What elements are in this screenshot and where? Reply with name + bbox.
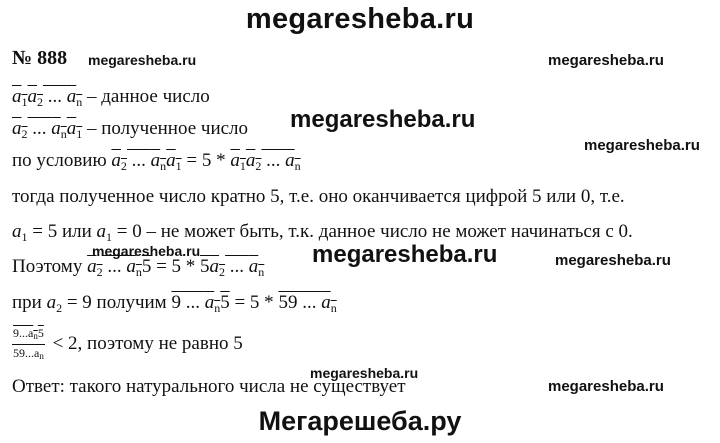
- solution-line-1: $a_1a_2$ ... $a_n$ – данное число: [12, 86, 210, 109]
- solution-line-5: $a_1 = 5$ или $a_1 = 0$ – не может быть, т.к. данное число не может начинаться с 0.: [12, 221, 633, 244]
- solution-line-7: при $a_2 = 9$ получим 9 ... $a_n5 = 5 * 59$ ... $a_n$: [12, 292, 337, 315]
- fraction-numerator: $9...a_n5$: [12, 326, 45, 345]
- watermark: megaresheba.ru: [312, 241, 498, 268]
- problem-number: № 888: [12, 47, 68, 69]
- watermark: megaresheba.ru: [555, 252, 671, 269]
- watermark: megaresheba.ru: [290, 106, 476, 133]
- watermark: megaresheba.ru: [584, 137, 700, 154]
- solution-line-3: по условию $a_2$ ... $a_na_1 = 5 * a_1a_2$ ... $a_n$: [12, 150, 301, 173]
- watermark: megaresheba.ru: [92, 243, 201, 259]
- watermark: megaresheba.ru: [548, 52, 664, 69]
- resulting-number-expression: $a_2$ ... $a_na_1$: [12, 118, 83, 141]
- solution-line-4: тогда полученное число кратно 5, т.е. оно оканчивается цифрой 5 или 0, т.е.: [12, 186, 625, 207]
- solution-line-8: $\frac{9...a_n5}{59...a_n}$ < 2, поэтому не равно 5: [13, 326, 243, 361]
- site-header-logo: megaresheba.ru: [245, 3, 475, 35]
- original-number-expression: $a_1a_2$ ... $a_n$: [12, 86, 83, 109]
- answer-line: Ответ: такого натурального числа не существует: [12, 376, 406, 397]
- solution-line-6: Поэтому $a_2$ ... $a_n5 = 5 * 5a_2$ ... $a_n$: [12, 256, 265, 279]
- fraction-denominator: $59...a_n$: [13, 346, 44, 361]
- fraction: [12, 326, 45, 363]
- watermark: megaresheba.ru: [88, 52, 197, 68]
- watermark: megaresheba.ru: [548, 378, 664, 395]
- watermark: megaresheba.ru: [310, 365, 419, 381]
- site-footer-brand: Мегарешеба.ру: [258, 406, 462, 436]
- solution-line-2: $a_2$ ... $a_na_1$ – полученное число: [12, 118, 249, 141]
